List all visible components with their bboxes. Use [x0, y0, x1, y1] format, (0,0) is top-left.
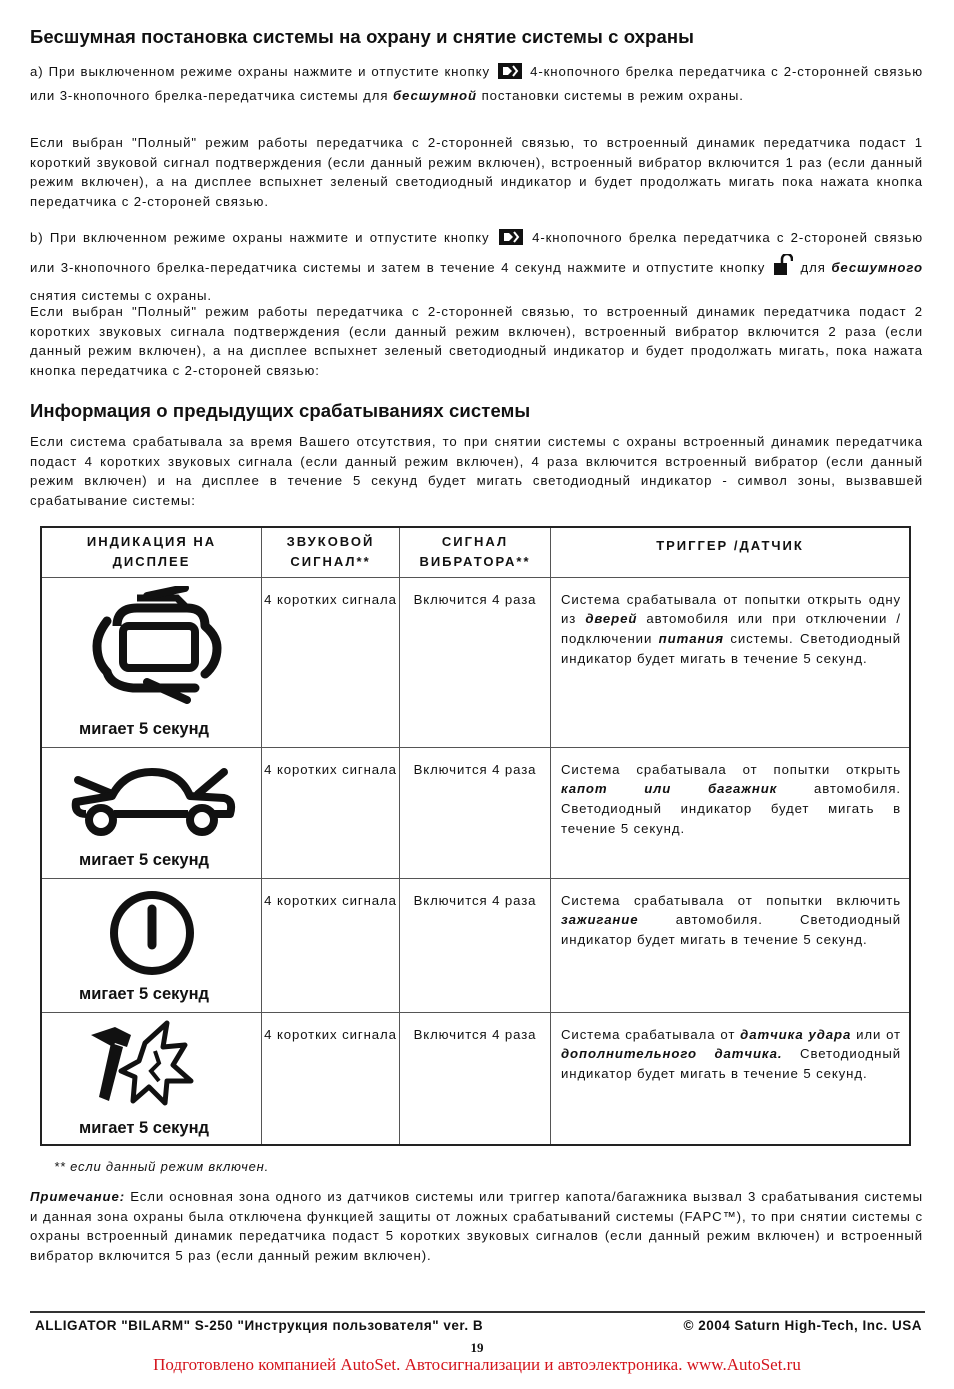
table-header-row	[41, 527, 910, 577]
table-row	[41, 577, 910, 747]
note-paragraph: Примечание: Если основная зона одного из датчиков системы или триггер капота/багажника вызвал 3 срабатывания системы и данная зона охраны была отключена функцией защиты от ложных срабатываний системы (FAPC™), то при снятии системы с охраны встроенный динамик передатчика подаст 5 коротких звуковых сигналов (если данный режим включен) и встроенный вибратор включится 5 раз (если данный режим включен).	[30, 1189, 923, 1263]
trigger-cell: Система срабатывала от попытки открыть капот или багажник автомобиля. Светодиодный индикатор будет мигать в течение 5 секунд.	[551, 747, 911, 878]
vibro-cell: Включится 4 раза	[400, 1012, 551, 1145]
column-header-vibro: СИГНАЛ ВИБРАТОРА**	[400, 527, 551, 577]
trigger-cell: Система срабатывала от попытки открыть одну из дверей автомобиля или при отключении / подключении питания системы. Светодиодный индикатор будет мигать в течение 5 секунд.	[551, 577, 911, 747]
ignition-icon	[42, 887, 261, 985]
blink-label: мигает 5 секунд	[79, 984, 210, 1003]
column-header-trigger: ТРИГГЕР /ДАТЧИК	[551, 527, 911, 577]
paragraph-full-mode-disarm: Если выбран "Полный" режим работы передатчика с 2-сторонней связью, то встроенный динамик передатчика подаст 2 коротких звуковых сигнала подтверждения (если данный режим включен), встроенный вибратор включится 2 раза (если данный режим включен), а на дисплее вспыхнет зеленый светодиодный индикатор и будет продолжать мигать, пока нажата кнопка передатчика с 2-стороней связью:	[30, 304, 923, 378]
vibro-cell: Включится 4 раза	[400, 577, 551, 747]
sound-cell: 4 коротких сигнала	[262, 878, 400, 1012]
autoset-credit[interactable]: Подготовлено компанией AutoSet. Автосигнализации и автоэлектроника. www.AutoSet.ru	[153, 1355, 801, 1374]
door-open-car-icon	[42, 586, 261, 710]
blink-label: мигает 5 секунд	[79, 850, 210, 869]
blink-label: мигает 5 секунд	[79, 719, 210, 738]
section-title-silent-arming: Бесшумная постановка системы на охрану и снятие системы с охраны	[30, 26, 695, 47]
table-row	[41, 1012, 910, 1145]
paragraph-a: а) При выключенном режиме охраны нажмите и отпустите кнопку 4-кнопочного брелка передатчика с 2-сторонней связью или 3-кнопочного брелка-передатчика системы для бесшумной постановки системы в режим охраны.	[30, 64, 923, 103]
paragraph-full-mode-arm: Если выбран "Полный" режим работы передатчика с 2-сторонней связью, то встроенный динамик передатчика подаст 1 короткий звуковой сигнал подтверждения (если данный режим включен), встроенный вибратор включится 1 раз (если данный режим включен), а на дисплее вспыхнет зеленый светодиодный индикатор и будет продолжать мигать пока нажата кнопка передатчика с 2-стороней связью.	[30, 135, 923, 209]
note-label: Примечание:	[30, 1189, 126, 1204]
section-title-previous-alarms: Информация о предыдущих срабатываниях системы	[30, 400, 531, 421]
shock-sensor-icon	[32, 1017, 261, 1115]
sound-cell: 4 коротких сигнала	[262, 577, 400, 747]
page-number: 19	[470, 1340, 484, 1355]
horn-button-icon	[497, 62, 523, 86]
sound-cell: 4 коротких сигнала	[262, 1012, 400, 1145]
blink-label: мигает 5 секунд	[79, 1118, 210, 1137]
paragraph-b: b) При включенном режиме охраны нажмите и отпустите кнопку 4-кнопочного брелка передатчика с 2-стороней связью или 3-кнопочного брелка-передатчика системы и затем в течение 4 секунд нажмите и отпустите кнопку для бесшумного снятия системы с охраны.	[30, 230, 923, 303]
footer-copyright: © 2004 Saturn High-Tech, Inc. USA	[683, 1318, 922, 1333]
sound-cell: 4 коротких сигнала	[262, 747, 400, 878]
trigger-cell: Система срабатывала от попытки включить зажигание автомобиля. Светодиодный индикатор будет мигать в течение 5 секунд.	[551, 878, 911, 1012]
paragraph-previous-alarms: Если система срабатывала за время Вашего отсутствия, то при снятии системы с охраны встроенный динамик передатчика подаст 4 коротких звуковых сигнала (если данный режим включен), 4 раза включится встроенный вибратор (если данный режим включен) и на дисплее в течение 5 секунд будет мигать светодиодный индикатор - символ зоны, вызвавшей срабатывание системы:	[30, 434, 923, 508]
footer-manual-title: ALLIGATOR "BILARM" S-250 "Инструкция пользователя" ver. B	[35, 1318, 484, 1333]
table-row	[41, 878, 910, 1012]
table-footnote: ** если данный режим включен.	[54, 1159, 270, 1174]
vibro-cell: Включится 4 раза	[400, 878, 551, 1012]
alarm-indication-table	[40, 526, 911, 1146]
horn-button-icon	[498, 228, 524, 254]
open-lock-icon	[773, 254, 793, 284]
hood-trunk-car-icon	[42, 758, 261, 854]
table-row	[41, 747, 910, 878]
footer-divider	[30, 1311, 925, 1313]
column-header-display: ИНДИКАЦИЯ НА ДИСПЛЕЕ	[41, 527, 262, 577]
column-header-sound: ЗВУКОВОЙ СИГНАЛ**	[262, 527, 400, 577]
trigger-cell: Система срабатывала от датчика удара или от дополнительного датчика. Светодиодный индикатор будет мигать в течение 5 секунд.	[551, 1012, 911, 1145]
vibro-cell: Включится 4 раза	[400, 747, 551, 878]
